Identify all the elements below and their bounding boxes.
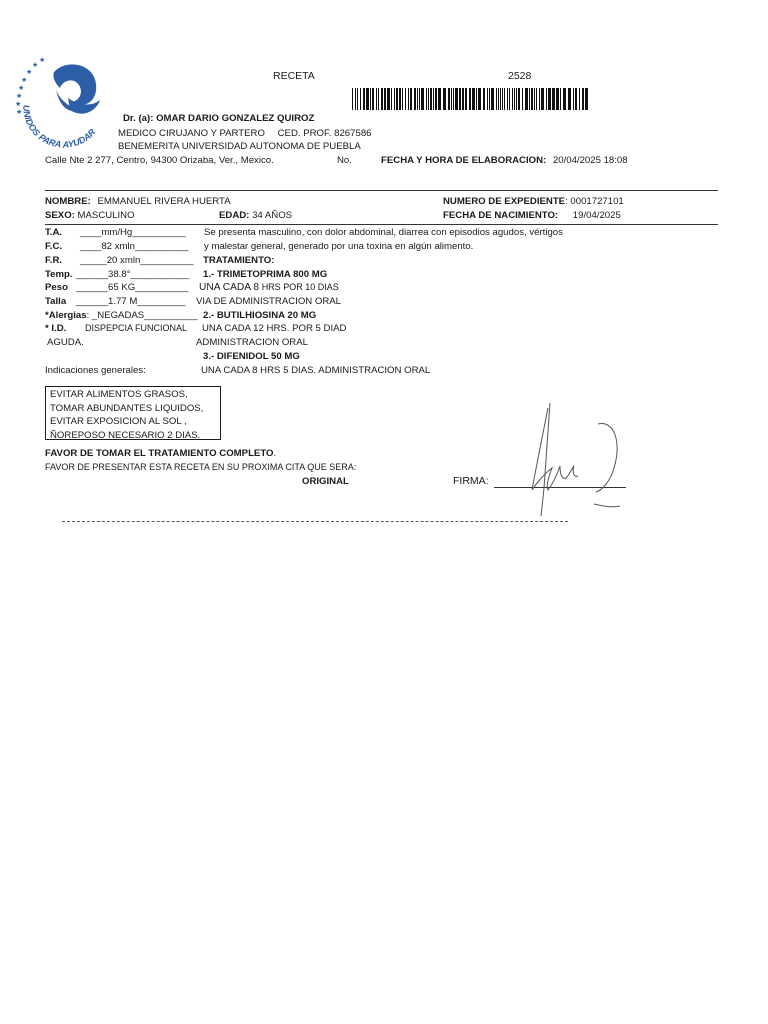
cedula-label: CED. PROF. bbox=[277, 128, 332, 139]
diagnosis-line-2: y malestar general, generado por una toxina en algún alimento. bbox=[204, 241, 474, 252]
document-type: RECETA bbox=[273, 70, 315, 82]
peso-label: Peso bbox=[45, 282, 68, 293]
original-label: ORIGINAL bbox=[302, 476, 349, 487]
doctor-line bbox=[123, 113, 314, 124]
divider-top bbox=[45, 190, 718, 191]
svg-text:★: ★ bbox=[16, 109, 23, 116]
indication-line: EVITAR ALIMENTOS GRASOS, bbox=[50, 389, 188, 400]
barcode bbox=[352, 88, 590, 110]
edad-row bbox=[219, 210, 292, 221]
fc-value: ____82 xmln__________ bbox=[80, 241, 189, 252]
doctor-label: Dr. (a): bbox=[123, 113, 154, 124]
logo-text: UNIDOS PARA AYUDAR bbox=[21, 104, 98, 150]
indication-line: EVITAR EXPOSICION AL SOL , bbox=[50, 416, 187, 428]
svg-text:★: ★ bbox=[16, 93, 23, 100]
med-1-dose: UNA CADA 8 HRS POR 10 DIAS bbox=[199, 282, 339, 293]
folio-number: 2528 bbox=[508, 70, 532, 82]
med-2-dose: UNA CADA 12 HRS. POR 5 DIAD bbox=[202, 323, 347, 334]
temp-value: ______38.8°___________ bbox=[76, 269, 190, 280]
talla-label: Talla bbox=[45, 296, 67, 307]
divider-patient bbox=[45, 224, 718, 225]
svg-text:★: ★ bbox=[15, 101, 22, 108]
med-2-via: ADMINISTRACION ORAL bbox=[196, 337, 308, 348]
fecha-label: FECHA Y HORA DE ELABORACION: bbox=[381, 155, 547, 166]
sexo-value: MASCULINO bbox=[77, 210, 135, 221]
sexo-row bbox=[45, 210, 135, 221]
alergias-row: *Alergias: _NEGADAS__________ bbox=[45, 310, 198, 321]
peso-value: ______65 KG__________ bbox=[76, 282, 189, 293]
indication-line: TOMAR ABUNDANTES LIQUIDOS, bbox=[50, 402, 204, 414]
indication-line: ÑOREPOSO NECESARIO 2 DIAS. bbox=[50, 429, 201, 441]
med-3-dose: UNA CADA 8 HRS 5 DIAS. ADMINISTRACION ORAL bbox=[201, 365, 431, 376]
ta-value: ____mm/Hg__________ bbox=[80, 227, 186, 238]
university-logo-icon bbox=[12, 52, 112, 152]
alergias-value: : _NEGADAS_ bbox=[86, 310, 150, 321]
med-1-name: 1.- TRIMETOPRIMA 800 MG bbox=[203, 269, 328, 280]
id-value: DISPEPCIA FUNCIONAL bbox=[85, 323, 188, 333]
ta-label: T.A. bbox=[45, 227, 63, 238]
address: Calle Nte 2 277, Centro, 94300 Orizaba, Ver., Mexico. bbox=[45, 155, 274, 166]
med-2-name: 2.- BUTILHIOSINA 20 MG bbox=[203, 310, 317, 321]
svg-text:★: ★ bbox=[18, 85, 25, 92]
indications-label: Indicaciones generales: bbox=[45, 365, 146, 376]
doctor-name: OMAR DARIO GONZALEZ QUIROZ bbox=[156, 113, 315, 124]
specialty-line bbox=[118, 128, 372, 139]
expediente-value: : 0001727101 bbox=[565, 196, 624, 207]
expediente-label: NUMERO DE EXPEDIENTE bbox=[443, 196, 566, 207]
nacimiento-label: FECHA DE NACIMIENTO: bbox=[443, 210, 559, 221]
handwritten-signature-icon bbox=[518, 398, 628, 518]
indications-box bbox=[45, 386, 221, 440]
complete-treatment-notice: FAVOR DE TOMAR EL TRATAMIENTO COMPLETO. bbox=[45, 448, 277, 459]
university-name: BENEMERITA UNIVERSIDAD AUTONOMA DE PUEBLA bbox=[118, 141, 361, 152]
treatment-title: TRATAMIENTO: bbox=[203, 255, 275, 266]
cut-line bbox=[62, 521, 568, 522]
talla-value: ______1.77 M_________ bbox=[76, 296, 186, 307]
diagnosis-line-1: Se presenta masculino, con dolor abdominal, diarrea con episodios agudos, vértigos bbox=[204, 227, 563, 238]
alergias-label: *Alergias bbox=[45, 310, 87, 321]
svg-text:★: ★ bbox=[21, 77, 28, 84]
temp-label: Temp. bbox=[45, 269, 73, 280]
nacimiento-row bbox=[443, 210, 621, 221]
edad-label: EDAD: bbox=[219, 210, 250, 221]
med-3-name: 3.- DIFENIDOL 50 MG bbox=[203, 351, 300, 362]
patient-name: EMMANUEL RIVERA HUERTA bbox=[97, 196, 231, 207]
svg-text:★: ★ bbox=[32, 62, 39, 69]
no-label: No. bbox=[337, 155, 352, 166]
fr-label: F.R. bbox=[45, 255, 63, 266]
id-label: * I.D. bbox=[45, 323, 67, 334]
patient-name-row bbox=[45, 196, 231, 207]
cedula-number: 8267586 bbox=[334, 128, 372, 139]
id-value-2: AGUDA. bbox=[47, 337, 84, 348]
nacimiento-value: 19/04/2025 bbox=[572, 210, 621, 221]
sexo-label: SEXO: bbox=[45, 210, 75, 221]
edad-value: 34 AÑOS bbox=[252, 210, 293, 221]
fr-value: _____20 xmln__________ bbox=[80, 255, 194, 266]
svg-text:★: ★ bbox=[39, 57, 46, 64]
med-1-via: VIA DE ADMINISTRACION ORAL bbox=[196, 296, 342, 307]
svg-text:★: ★ bbox=[26, 69, 33, 76]
present-notice: FAVOR DE PRESENTAR ESTA RECETA EN SU PROXIMA CITA QUE SERA: bbox=[45, 462, 357, 472]
expediente-row bbox=[443, 196, 624, 207]
firma-label: FIRMA: bbox=[453, 475, 489, 487]
nombre-label: NOMBRE: bbox=[45, 196, 91, 207]
fecha-elaboracion bbox=[381, 155, 628, 166]
fecha-value: 20/04/2025 18:08 bbox=[552, 155, 628, 166]
fc-label: F.C. bbox=[45, 241, 63, 252]
specialty: MEDICO CIRUJANO Y PARTERO bbox=[118, 128, 265, 139]
